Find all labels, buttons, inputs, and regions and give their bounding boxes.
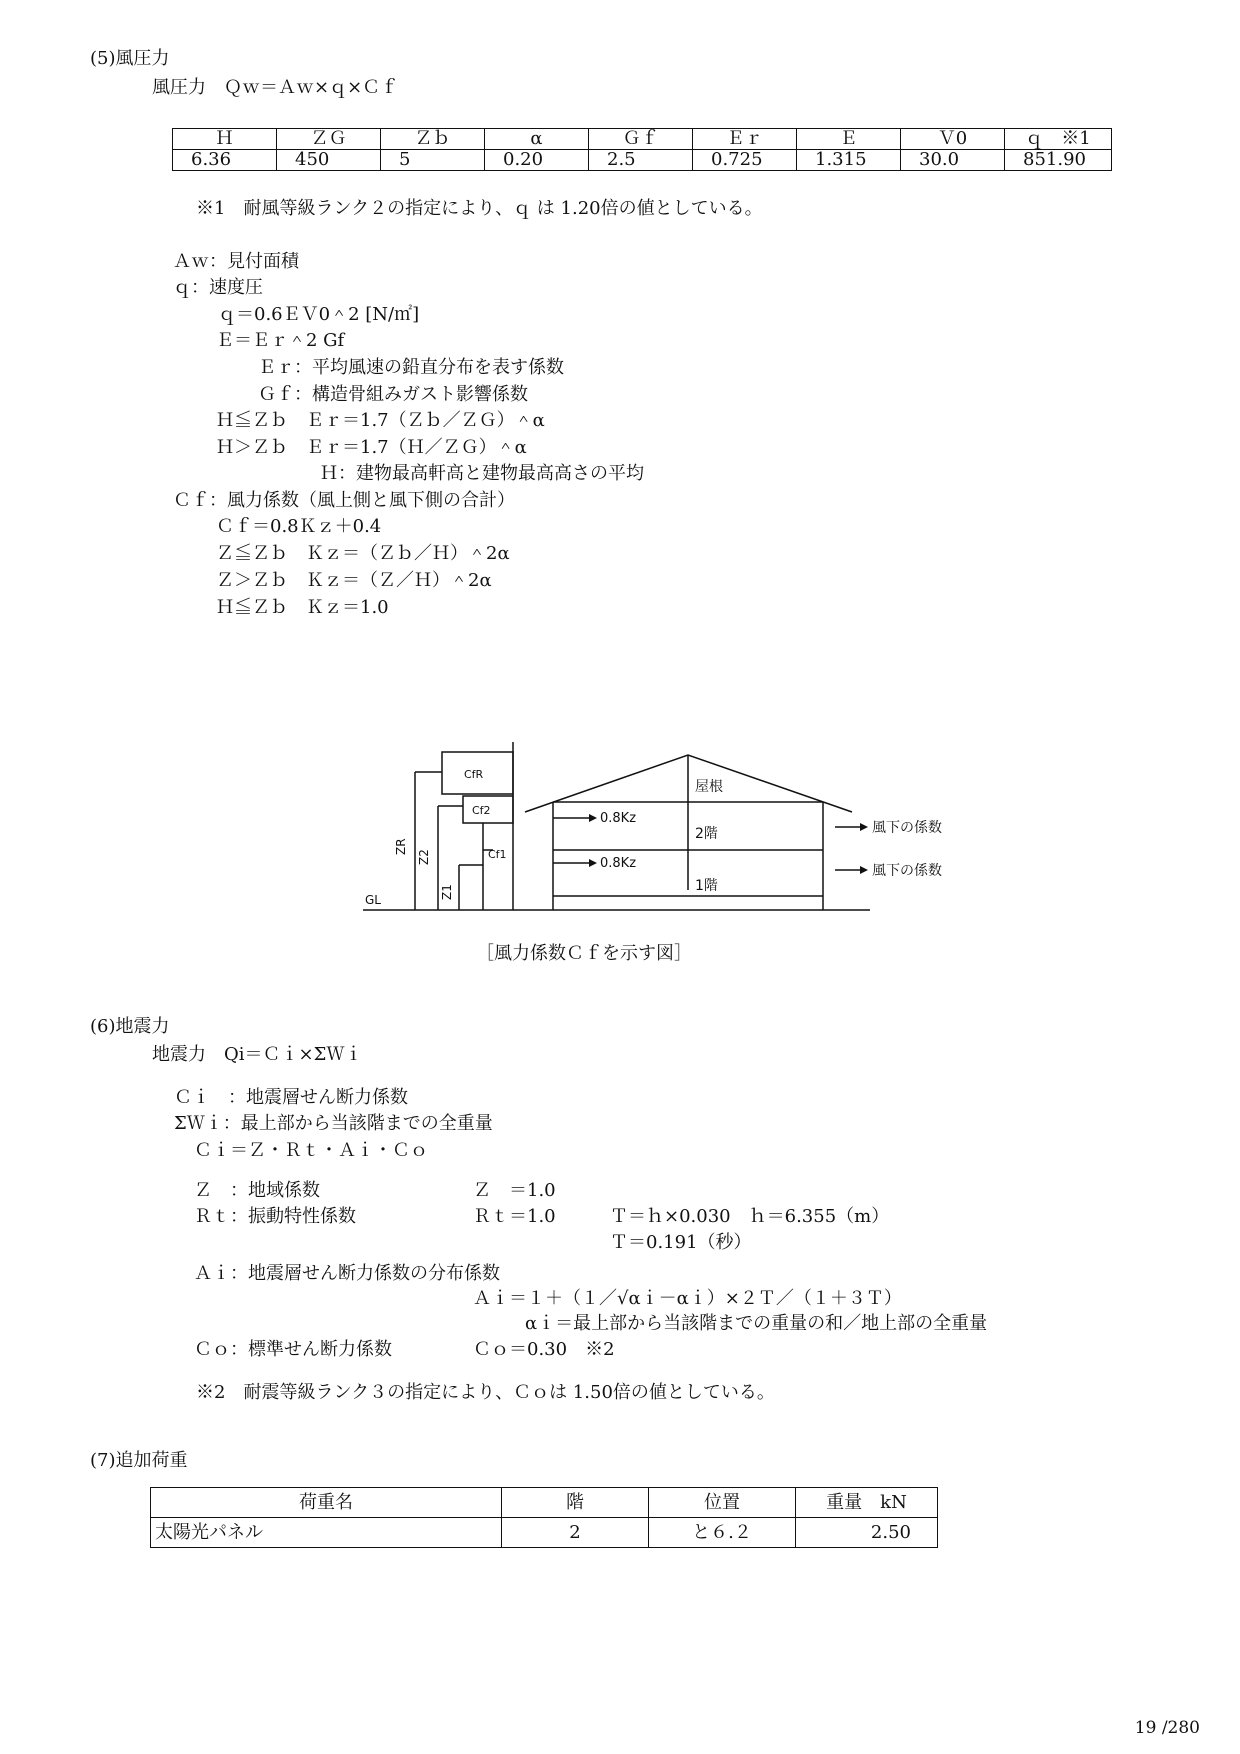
table-cell: 0.20 — [485, 150, 589, 171]
table-header-cell: Ｇｆ — [589, 129, 693, 150]
cf1-label: Cf1 — [488, 848, 507, 861]
table-cell: 2.50 — [796, 1518, 938, 1548]
wind-definition-line: Ｈ≦Ｚｂ Ｋｚ＝1.0 — [216, 597, 389, 618]
seismic-co-value: Ｃｏ＝0.30 ※2 — [473, 1339, 615, 1360]
wind-definition-line: Ｅｒ：平均風速の鉛直分布を表す係数 — [258, 357, 564, 378]
wind-coefficient-diagram — [355, 740, 942, 925]
figure-caption: ［風力係数Ｃｆを示す図］ — [476, 943, 692, 964]
kz-upper-label: 0.8Kz — [600, 811, 637, 826]
table-header-cell: α — [485, 129, 589, 150]
table-header-cell: ｑ ※1 — [1005, 129, 1112, 150]
wind-formula: 風圧力 Ｑｗ＝Ａｗ×ｑ×Ｃｆ — [152, 77, 399, 98]
table-header-cell: 位置 — [649, 1488, 796, 1518]
page-number: 19 /280 — [1134, 1718, 1200, 1738]
table-cell: 450 — [277, 150, 381, 171]
kz-lower-label: 0.8Kz — [600, 856, 637, 871]
wind-note: ※1 耐風等級ランク２の指定により、ｑ は 1.20倍の値としている。 — [196, 198, 763, 219]
seismic-alpha-definition: αｉ＝最上部から当該階までの重量の和／地上部の全重量 — [525, 1313, 988, 1334]
seismic-heading: (6)地震力 — [90, 1016, 170, 1037]
table-header-cell: 荷重名 — [151, 1488, 502, 1518]
leeward-upper-label: 風下の係数 — [872, 820, 942, 836]
seismic-t-value: Ｔ＝0.191（秒） — [610, 1232, 752, 1253]
table-header-cell: Ｖ0 — [901, 129, 1005, 150]
table-header-cell: 重量 kN — [796, 1488, 938, 1518]
zr-label: ZR — [394, 838, 408, 855]
seismic-rt-label: Ｒｔ：振動特性係数 — [194, 1206, 356, 1227]
seismic-swi: ΣＷｉ：最上部から当該階までの全重量 — [174, 1113, 493, 1134]
wind-parameter-table — [172, 128, 1112, 171]
table-cell: 2 — [502, 1518, 649, 1548]
wind-definition-line: ｑ：速度圧 — [173, 277, 263, 298]
z2-label: Z2 — [417, 849, 431, 865]
table-cell: と６.２ — [649, 1518, 796, 1548]
table-header-row — [173, 129, 1112, 150]
seismic-ci: Ｃｉ ：地震層せん断力係数 — [174, 1087, 408, 1108]
table-row — [151, 1518, 938, 1548]
table-header-cell: Ｚｂ — [381, 129, 485, 150]
cf2-label: Cf2 — [472, 804, 491, 817]
additional-load-table — [150, 1487, 938, 1548]
seismic-co-label: Ｃｏ：標準せん断力係数 — [194, 1339, 392, 1360]
wind-definition-line: Ｃｆ＝0.8Ｋｚ＋0.4 — [216, 516, 382, 537]
leeward-lower-label: 風下の係数 — [872, 863, 942, 879]
table-header-cell: Ｅ — [797, 129, 901, 150]
table-header-cell: Ｈ — [173, 129, 277, 150]
seismic-t-formula: Ｔ＝ｈ×0.030 ｈ＝6.355（m） — [610, 1206, 890, 1227]
wind-heading: (5)風圧力 — [90, 48, 170, 69]
table-cell: 太陽光パネル — [151, 1518, 502, 1548]
seismic-ai-formula: Ａｉ＝１＋（１／√αｉ－αｉ）×２Ｔ／（１＋３Ｔ） — [473, 1288, 902, 1309]
z1-label: Z1 — [440, 884, 454, 900]
wind-definition-line: Ｈ＞Ｚｂ Ｅｒ＝1.7（Ｈ／ＺＧ）＾α — [216, 437, 527, 458]
wind-definition-line: Ｃｆ：風力係数（風上側と風下側の合計） — [173, 490, 515, 511]
wind-definition-line: Ｈ≦Ｚｂ Ｅｒ＝1.7（Ｚｂ／ＺＧ）＾α — [216, 410, 545, 431]
table-header-row — [151, 1488, 938, 1518]
seismic-rt-value: Ｒｔ＝1.0 — [473, 1206, 556, 1227]
table-cell: 0.725 — [693, 150, 797, 171]
wind-definition-line: Ｚ≦Ｚｂ Ｋｚ＝（Ｚｂ／Ｈ）＾2α — [216, 543, 510, 564]
seismic-ci-formula: Ｃｉ＝Ｚ・Ｒｔ・Ａｉ・Ｃｏ — [194, 1140, 428, 1161]
roof-label: 屋根 — [695, 779, 723, 795]
table-cell: 6.36 — [173, 150, 277, 171]
wind-definition-line: ｑ＝0.6ＥＶ0＾2 [N/㎡] — [218, 304, 420, 325]
table-cell: 851.90 — [1005, 150, 1112, 171]
gl-label: GL — [365, 893, 381, 907]
wind-definition-line: Ｅ＝Ｅｒ＾2 Gf — [216, 330, 345, 351]
wind-definition-line: Ａｗ：見付面積 — [173, 251, 299, 272]
table-header-cell: 階 — [502, 1488, 649, 1518]
table-cell: 30.0 — [901, 150, 1005, 171]
table-header-cell: ＺＧ — [277, 129, 381, 150]
floor2-label: 2階 — [695, 826, 718, 842]
table-cell: 5 — [381, 150, 485, 171]
additional-heading: (7)追加荷重 — [90, 1450, 188, 1471]
table-cell: 2.5 — [589, 150, 693, 171]
seismic-formula: 地震力 Qi＝Ｃｉ×ΣＷｉ — [152, 1044, 363, 1065]
seismic-note: ※2 耐震等級ランク３の指定により、Ｃｏは 1.50倍の値としている。 — [196, 1382, 775, 1403]
cfr-label: CfR — [464, 768, 484, 781]
floor1-label: 1階 — [695, 878, 718, 894]
wind-definition-line: Ｇｆ：構造骨組みガスト影響係数 — [258, 384, 528, 405]
table-header-cell: Ｅｒ — [693, 129, 797, 150]
seismic-z-value: Ｚ ＝1.0 — [473, 1180, 556, 1201]
seismic-ai-label: Ａｉ：地震層せん断力係数の分布係数 — [194, 1263, 500, 1284]
table-row — [173, 150, 1112, 171]
wind-definition-line: Ｈ：建物最高軒高と建物最高高さの平均 — [320, 463, 644, 484]
wind-definition-line: Ｚ＞Ｚｂ Ｋｚ＝（Ｚ／Ｈ）＾2α — [216, 570, 492, 591]
table-cell: 1.315 — [797, 150, 901, 171]
seismic-z-label: Ｚ ：地域係数 — [194, 1180, 320, 1201]
